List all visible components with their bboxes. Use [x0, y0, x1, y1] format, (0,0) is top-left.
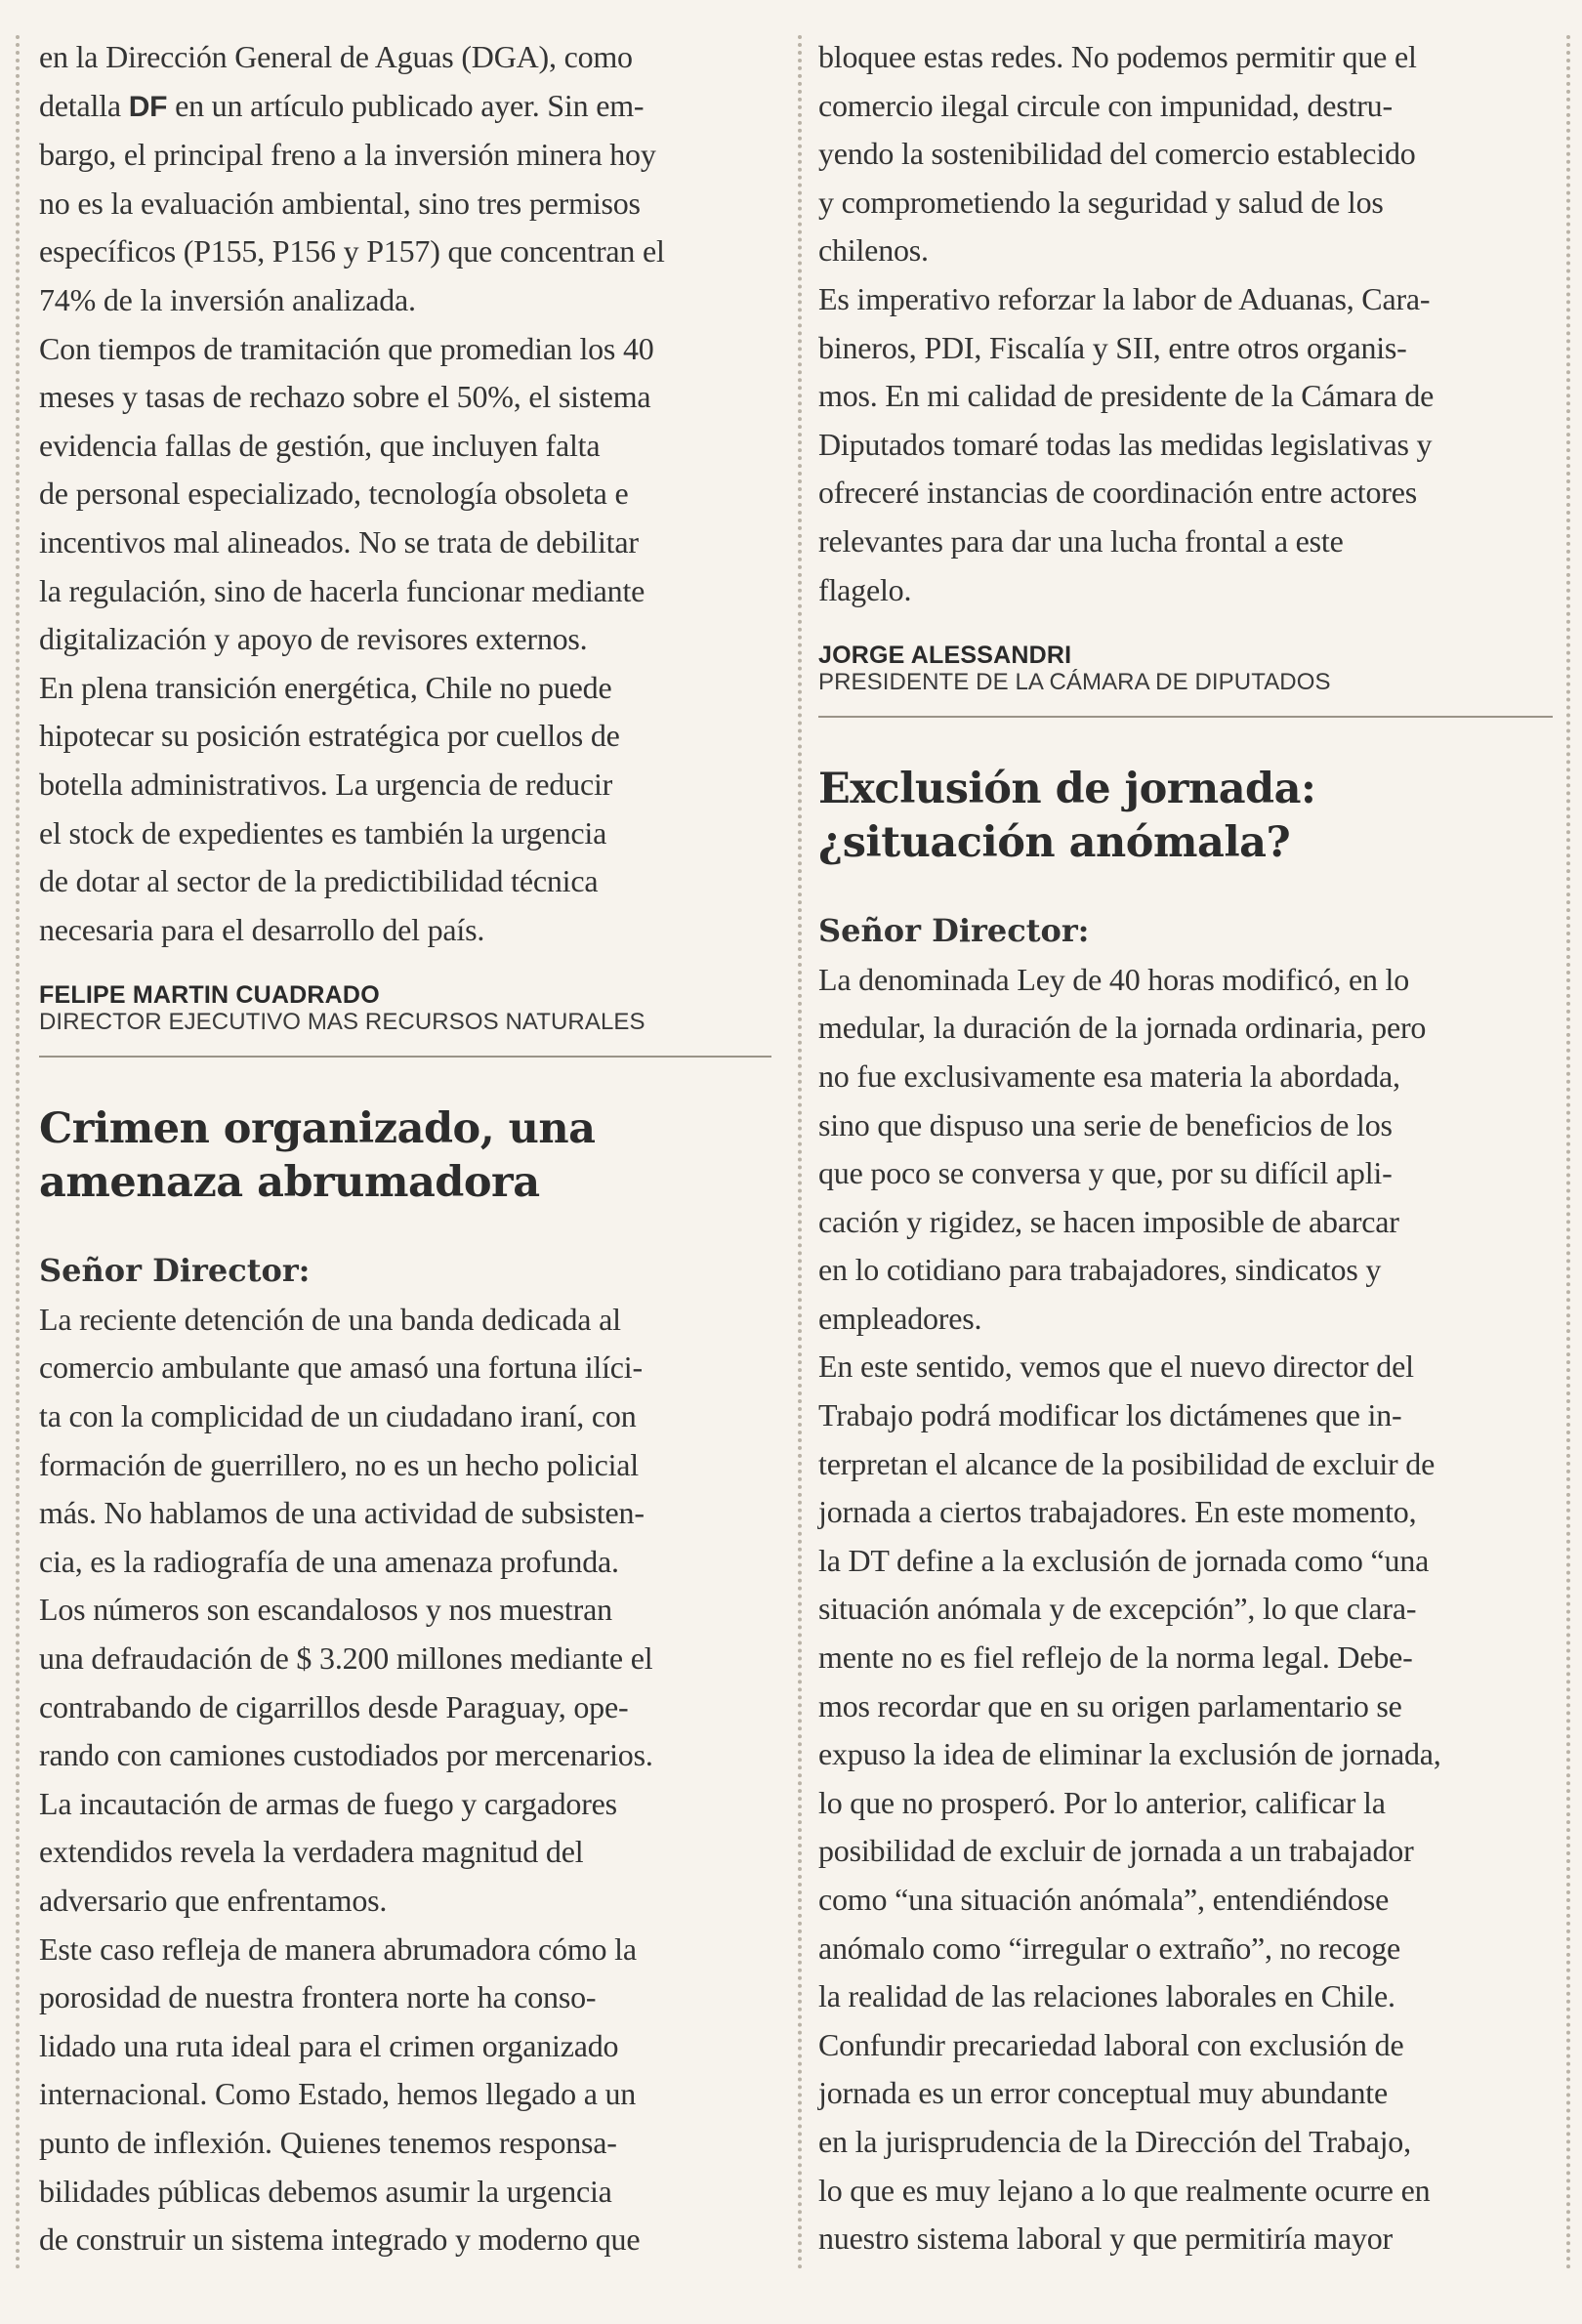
right-dotted-border [1566, 35, 1570, 2271]
section-divider [39, 1056, 771, 1058]
letter-paragraph: La denominada Ley de 40 horas modificó, en lo medular, la duración de la jornada ordinaria, pero no fue exclusivamente esa materia la abordada, sino que dispuso una serie de beneficios de los que poco se conversa y que, por su difícil apli- cación y rigidez, se hacen imposible de abarcar en lo cotidiano para trabajadores, sindicatos y empleadores. [818, 961, 1427, 1336]
letter-organized-crime [39, 1102, 771, 2263]
signature-name: JORGE ALESSANDRI [818, 642, 1072, 670]
letter-headline: Exclusión de jornada: ¿situación anómala? [818, 765, 1316, 868]
left-column [39, 33, 771, 2264]
letter-paragraph: La reciente detención de una banda dedicada al comercio ambulante que amasó una fortuna ilíci- ta con la complicidad de un ciudadano iraní, con formación de guerrillero, no es un hecho policial más. No hablamos de una actividad de subsisten- cia, es la radiografía de una amenaza profunda. [39, 1301, 645, 1579]
letter-organized-crime-continued [818, 33, 1553, 718]
letter-paragraph: en la Dirección General de Aguas (DGA), como detalla DF en un artículo publicado ayer. Sin em- bargo, el principal freno a la inversión minera hoy no es la evaluación ambiental, sino tres permisos específicos (P155, P156 y P157) que concentran el 74% de la inversión analizada. [39, 39, 665, 317]
salutation: Señor Director: [818, 912, 1090, 950]
letter-mining-continued [39, 33, 771, 1058]
column-dotted-divider [798, 35, 802, 2271]
letter-paragraph: En este sentido, vemos que el nuevo director del Trabajo podrá modificar los dictámenes que in- terpretan el alcance de la posibilidad de excluir de jornada a ciertos trabajadores. En este momento, la DT define a la exclusión de jornada como “una situación anómala y de excepción”, lo que clara- mente no es fiel reflejo de la norma legal. Debe- mos recordar que en su origen parlamentario se expuso la idea de eliminar la exclusión de jornada, lo que no prosperó. Por lo anterior, calificar la posibilidad de excluir de jornada a un trabajador como “una situación anómala”, entendiéndose anómalo como “irregular o extraño”, no recoge la realidad de las relaciones laborales en Chile. Confundir precariedad laboral con exclusión de jornada es un error conceptual muy abundante en la jurisprudencia de la Dirección del Trabajo, lo que es muy lejano a lo que realmente ocurre en nuestro sistema laboral y que permitiría mayor [818, 1349, 1441, 2257]
letter-paragraph: Con tiempos de tramitación que promedian los 40 meses y tasas de rechazo sobre el 50%, el sistema evidencia fallas de gestión, que incluyen falta de personal especializado, tecnología obsoleta e incentivos mal alineados. No se trata de debilitar la regulación, sino de hacerla funcionar mediante digitalización y apoyo de revisores externos. [39, 330, 654, 657]
publication-abbrev: DF [128, 90, 168, 123]
right-column [818, 33, 1553, 2263]
section-divider [818, 716, 1553, 718]
letter-paragraph: bloquee estas redes. No podemos permitir que el comercio ilegal circule con impunidad, destru- yendo la sostenibilidad del comercio establecido y comprometiendo la seguridad y salud de los chilenos. [818, 39, 1417, 269]
letter-headline: Crimen organizado, una amenaza abrumadora [39, 1104, 596, 1208]
salutation: Señor Director: [39, 1252, 311, 1290]
letter-workday-exclusion [818, 763, 1553, 2263]
letter-paragraph: En plena transición energética, Chile no puede hipotecar su posición estratégica por cuellos de botella administrativos. La urgencia de reducir el stock de expedientes es también la urgencia de dotar al sector de la predictibilidad técnica necesaria para el desarrollo del país. [39, 669, 620, 947]
signature-title: PRESIDENTE DE LA CÁMARA DE DIPUTADOS [818, 669, 1331, 696]
signature-title: DIRECTOR EJECUTIVO MAS RECURSOS NATURALES [39, 1009, 645, 1036]
letter-paragraph: Los números son escandalosos y nos muestran una defraudación de $ 3.200 millones mediante el contrabando de cigarrillos desde Paraguay, ope- rando con camiones custodiados por mercenarios. La incautación de armas de fuego y cargadores extendidos revela la verdadera magnitud del adversario que enfrentamos. [39, 1592, 653, 1918]
signature-name: FELIPE MARTIN CUADRADO [39, 981, 380, 1010]
letter-paragraph: Es imperativo reforzar la labor de Aduanas, Cara- bineros, PDI, Fiscalía y SII, entre otros organis- mos. En mi calidad de presidente de la Cámara de Diputados tomaré todas las medidas legislativas y ofreceré instancias de coordinación entre actores relevantes para dar una lucha frontal a este flagelo. [818, 280, 1435, 607]
letter-paragraph: Este caso refleja de manera abrumadora cómo la porosidad de nuestra frontera norte ha conso- lidado una ruta ideal para el crimen organizado internacional. Como Estado, hemos llegado a un punto de inflexión. Quienes tenemos responsa- bilidades públicas debemos asumir la urgencia de construir un sistema integrado y moderno que [39, 1930, 641, 2258]
left-dotted-border [16, 35, 20, 2271]
